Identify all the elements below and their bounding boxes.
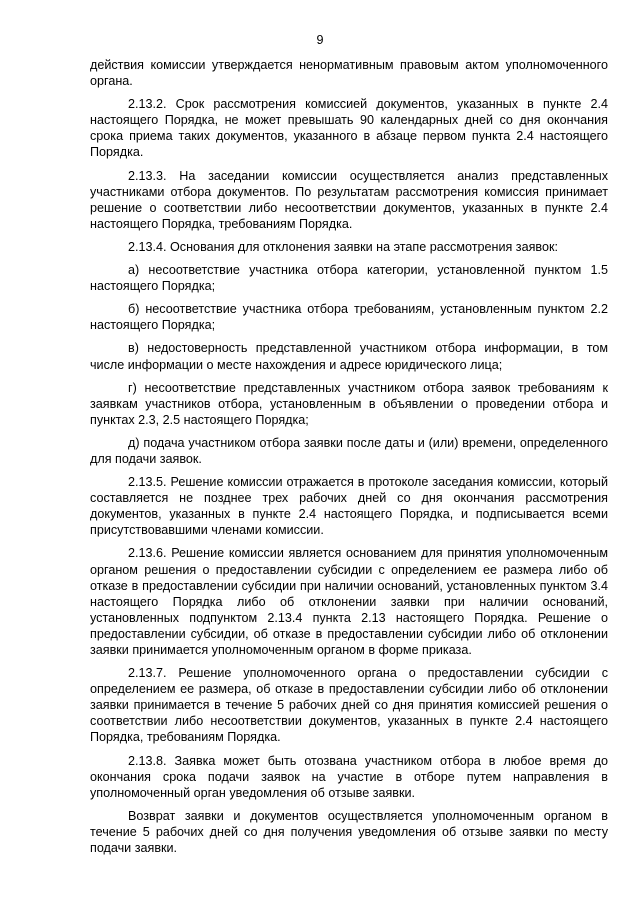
page-number: 9 <box>316 33 324 47</box>
paragraph-continuation: действия комиссии утверждается ненормативным правовым актом уполномоченного органа. <box>90 58 608 89</box>
paragraph-2-13-6: 2.13.6. Решение комиссии является основанием для принятия уполномоченным органом решения о предоставлении субсидии с определением ее размера либо об отказе в предоставлении субсидии при наличии оснований, установленных пунктом 3.4 настоящего Порядка либо об отклонении заявки при наличии оснований, установленных подпунктом 2.13.4 пункта 2.13 настоящего Порядка. Решение о предоставлении субсидии, об отказе в предоставлении субсидии либо об отклонении заявки принимается уполномоченным органом в форме приказа. <box>90 546 608 657</box>
list-item-g: г) несоответствие представленных участником отбора заявок требованиям к заявкам участников отбора, установленным в объявлении о проведении отбора и пунктах 2.3, 2.5 настоящего Порядка; <box>90 380 608 427</box>
paragraph-2-13-5: 2.13.5. Решение комиссии отражается в протоколе заседания комиссии, который составляется не позднее трех рабочих дней со дня окончания рассмотрения документов, указанных в пункте 2.4 настоящего Порядка, и подписывается всеми присутствовавшими членами комиссии. <box>90 475 608 538</box>
paragraph-2-13-3: 2.13.3. На заседании комиссии осуществляется анализ представленных участниками отбора документов. По результатам рассмотрения комиссия принимает решение о соответствии либо несоответствии документов, указанных в пункте 2.4 настоящего Порядка, требованиям Порядка. <box>90 168 608 231</box>
paragraph-2-13-7: 2.13.7. Решение уполномоченного органа о предоставлении субсидии с определением ее размера, об отказе в предоставлении субсидии либо об отклонении заявки принимается в течение 5 рабочих дней со дня принятия комиссией решения о соответствии либо несоответствии документов, указанных в пункте 2.4 настоящего Порядка, требованиям Порядка. <box>90 666 608 745</box>
paragraph-return-of-application: Возврат заявки и документов осуществляется уполномоченным органом в течение 5 рабочих дней со дня получения уведомления об отзыве заявки по месту подачи заявки. <box>90 808 608 856</box>
paragraph-2-13-2: 2.13.2. Срок рассмотрения комиссией документов, указанных в пункте 2.4 настоящего Порядка, не может превышать 90 календарных дней со дня окончания срока приема таких документов, указанного в абзаце первом пункта 2.4 настоящего Порядка. <box>90 97 608 160</box>
list-item-v: в) недостоверность представленной участником отбора информации, в том числе информации о месте нахождения и адресе юридического лица; <box>90 341 608 372</box>
list-item-d: д) подача участником отбора заявки после даты и (или) времени, определенного для подачи заявок. <box>90 435 608 466</box>
list-item-b: б) несоответствие участника отбора требованиям, установленным пунктом 2.2 настоящего Порядка; <box>90 302 608 333</box>
list-item-a: а) несоответствие участника отбора категории, установленной пунктом 1.5 настоящего Порядка; <box>90 263 608 294</box>
document-body <box>90 57 608 863</box>
paragraph-2-13-8: 2.13.8. Заявка может быть отозвана участником отбора в любое время до окончания срока подачи заявок на участие в отборе путем направления в уполномоченный орган уведомления об отзыве заявки. <box>90 753 608 800</box>
paragraph-2-13-4: 2.13.4. Основания для отклонения заявки на этапе рассмотрения заявок: <box>128 239 558 254</box>
